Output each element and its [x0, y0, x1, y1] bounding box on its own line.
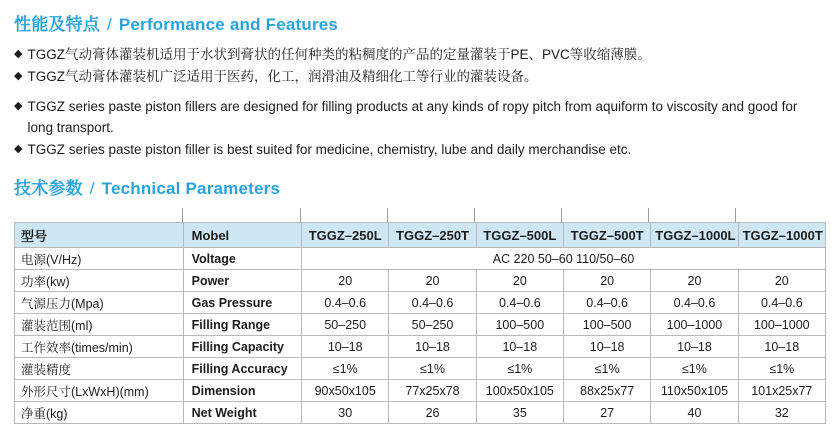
row-label-cn: 净重(kg) — [15, 402, 184, 424]
row-value: 20 — [563, 270, 650, 292]
row-value: 20 — [389, 270, 476, 292]
row-value: ≤1% — [738, 358, 825, 380]
row-value: ≤1% — [563, 358, 650, 380]
parameters-heading — [14, 178, 826, 200]
column-header-model: TGGZ–1000T — [738, 223, 825, 248]
feature-item — [14, 139, 826, 160]
spec-table — [14, 222, 826, 424]
column-header-name-en: Mobel — [183, 223, 301, 248]
table-row — [15, 248, 826, 270]
diamond-bullet-icon: ◆ — [14, 100, 23, 112]
column-tick — [300, 208, 301, 222]
table-row — [15, 314, 826, 336]
row-value: ≤1% — [389, 358, 476, 380]
row-label-cn: 工作效率(times/min) — [15, 336, 184, 358]
row-value: 27 — [563, 402, 650, 424]
row-value: 0.4–0.6 — [563, 292, 650, 314]
spec-table-shell — [14, 208, 826, 424]
table-row — [15, 402, 826, 424]
parameters-heading-separator: / — [89, 179, 95, 198]
diamond-bullet-icon: ◆ — [14, 143, 23, 155]
row-value: 100–1000 — [738, 314, 825, 336]
row-value: 50–250 — [302, 314, 389, 336]
row-value: 10–18 — [302, 336, 389, 358]
feature-item-text: TGGZ series paste piston filler is best suited for medicine, chemistry, lube and daily merchandise etc. — [27, 142, 632, 157]
features-heading — [14, 14, 826, 36]
row-label-en: Gas Pressure — [183, 292, 301, 314]
row-value: 32 — [738, 402, 825, 424]
diamond-bullet-icon: ◆ — [14, 70, 23, 82]
parameters-heading-cn: 技术参数 — [14, 179, 83, 198]
table-row — [15, 292, 826, 314]
feature-item — [14, 96, 826, 138]
feature-item — [14, 66, 826, 87]
row-label-en: Filling Range — [183, 314, 301, 336]
row-value: 0.4–0.6 — [738, 292, 825, 314]
feature-item — [14, 44, 826, 65]
row-value: 10–18 — [389, 336, 476, 358]
row-value: 0.4–0.6 — [302, 292, 389, 314]
table-row — [15, 336, 826, 358]
feature-item-text: TGGZ series paste piston fillers are designed for filling products at any kinds of ropy pitch from aquiform to viscosity and good for long transport. — [27, 99, 798, 135]
column-header-model: TGGZ–500T — [563, 223, 650, 248]
row-value: 30 — [302, 402, 389, 424]
row-value: 100–1000 — [651, 314, 738, 336]
row-label-en: Filling Capacity — [183, 336, 301, 358]
parameters-section — [14, 178, 826, 424]
column-tick — [474, 208, 475, 222]
row-label-cn: 灌装精度 — [15, 358, 184, 380]
row-label-cn: 电源(V/Hz) — [15, 248, 184, 270]
row-value: 90x50x105 — [302, 380, 389, 402]
row-label-en: Dimension — [183, 380, 301, 402]
row-value: 20 — [651, 270, 738, 292]
column-header-model: TGGZ–250L — [302, 223, 389, 248]
column-tick-marks — [14, 208, 826, 222]
parameters-heading-en: Technical Parameters — [101, 179, 281, 198]
row-value: 88x25x77 — [563, 380, 650, 402]
row-label-en: Filling Accuracy — [183, 358, 301, 380]
column-tick — [182, 208, 183, 222]
row-value: 100–500 — [476, 314, 563, 336]
column-tick — [735, 208, 736, 222]
row-value: 50–250 — [389, 314, 476, 336]
row-value: 10–18 — [651, 336, 738, 358]
features-heading-cn: 性能及特点 — [14, 15, 100, 34]
column-header-model: TGGZ–500L — [476, 223, 563, 248]
row-value: 101x25x77 — [738, 380, 825, 402]
row-value: 100x50x105 — [476, 380, 563, 402]
column-tick — [648, 208, 649, 222]
table-header-row — [15, 223, 826, 248]
row-label-en: Voltage — [183, 248, 301, 270]
row-value: 10–18 — [563, 336, 650, 358]
row-value: ≤1% — [476, 358, 563, 380]
row-label-cn: 气源压力(Mpa) — [15, 292, 184, 314]
row-value: 100–500 — [563, 314, 650, 336]
column-tick — [387, 208, 388, 222]
row-label-en: Net Weight — [183, 402, 301, 424]
feature-item-text: TGGZ气动膏体灌装机适用于水状到膏状的任何种类的粘稠度的产品的定量灌装于PE、PVC等收缩薄膜。 — [27, 47, 651, 62]
row-value: 0.4–0.6 — [651, 292, 738, 314]
row-value: 26 — [389, 402, 476, 424]
row-value-merged: AC 220 50–60 110/50–60 — [302, 248, 826, 270]
row-label-cn: 灌装范围(ml) — [15, 314, 184, 336]
diamond-bullet-icon: ◆ — [14, 48, 23, 60]
table-row — [15, 380, 826, 402]
row-value: 35 — [476, 402, 563, 424]
column-header-name-cn: 型号 — [15, 223, 184, 248]
row-value: 0.4–0.6 — [389, 292, 476, 314]
row-value: 10–18 — [738, 336, 825, 358]
row-value: 77x25x78 — [389, 380, 476, 402]
row-value: 20 — [302, 270, 389, 292]
column-header-model: TGGZ–250T — [389, 223, 476, 248]
row-value: 110x50x105 — [651, 380, 738, 402]
table-row — [15, 270, 826, 292]
features-heading-en: Performance and Features — [118, 15, 339, 34]
features-list — [14, 44, 826, 160]
column-tick — [561, 208, 562, 222]
feature-item-text: TGGZ气动膏体灌装机广泛适用于医药，化工，润滑油及精细化工等行业的灌装设备。 — [27, 69, 538, 84]
row-label-cn: 功率(kw) — [15, 270, 184, 292]
row-value: 10–18 — [476, 336, 563, 358]
row-value: ≤1% — [302, 358, 389, 380]
row-label-cn: 外形尺寸(LxWxH)(mm) — [15, 380, 184, 402]
row-value: 0.4–0.6 — [476, 292, 563, 314]
row-value: 20 — [738, 270, 825, 292]
table-row — [15, 358, 826, 380]
features-heading-separator: / — [106, 15, 112, 34]
row-value: ≤1% — [651, 358, 738, 380]
row-value: 40 — [651, 402, 738, 424]
row-label-en: Power — [183, 270, 301, 292]
column-header-model: TGGZ–1000L — [651, 223, 738, 248]
row-value: 20 — [476, 270, 563, 292]
